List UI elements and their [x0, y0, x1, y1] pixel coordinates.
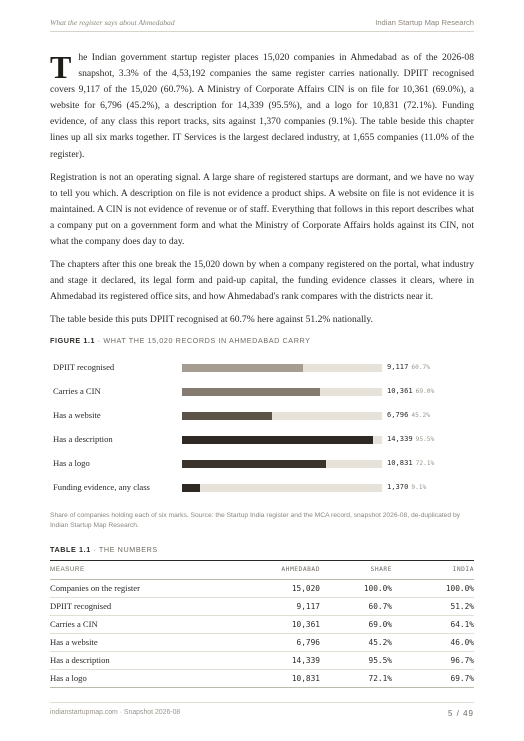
cell-measure: Has a logo: [50, 669, 240, 687]
footer-source: indianstartupmap.com · Snapshot 2026-08: [50, 709, 181, 716]
cell-share: 60.7%: [320, 597, 392, 615]
bar-count: 1,370: [387, 481, 409, 491]
bar: [182, 484, 200, 492]
bar: [182, 460, 326, 468]
bar-category-label: Has a description: [53, 433, 113, 444]
figure-caption: Share of companies holding each of six marks. Source: the Startup India register and the MCA record, snapshot 2026-08, de-duplicated by Indian Startup Map Research.: [50, 511, 461, 529]
bar-track: [182, 388, 382, 396]
bar-row: [50, 409, 474, 423]
page-footer: [50, 709, 474, 718]
cell-share: 72.1%: [320, 669, 392, 687]
bar-row: [50, 481, 474, 495]
running-header: [50, 15, 474, 29]
numbers-table: [50, 560, 474, 688]
bar-count: 6,796: [387, 409, 409, 419]
bar-value-label: [387, 458, 434, 467]
cell-india: 64.1%: [392, 615, 474, 633]
bar-track: [182, 412, 382, 420]
cell-india: 69.7%: [392, 669, 474, 687]
bar-value-label: [387, 434, 434, 443]
page-number: 5 / 49: [447, 709, 474, 718]
bar: [182, 364, 303, 372]
bar-row: [50, 457, 474, 471]
cell-ahmedabad: 14,339: [240, 651, 320, 669]
table-row: [50, 633, 474, 651]
cell-measure: Has a website: [50, 633, 240, 651]
cell-measure: Carries a CIN: [50, 615, 240, 633]
bar-count: 14,339: [387, 433, 413, 443]
cell-ahmedabad: 15,020: [240, 579, 320, 597]
table-row: [50, 615, 474, 633]
bar-value-label: [387, 386, 434, 395]
bar-category-label: Has a website: [53, 409, 101, 420]
bar-category-label: Funding evidence, any class: [53, 481, 150, 492]
bar-category-label: Has a logo: [53, 457, 90, 468]
bar-percent: 72.1%: [415, 459, 435, 467]
cell-india: 51.2%: [392, 597, 474, 615]
bar-count: 9,117: [387, 361, 409, 371]
section-title: What the register says about Ahmedabad: [50, 17, 175, 27]
cell-measure: Has a description: [50, 651, 240, 669]
table-row: [50, 669, 474, 687]
bar-count: 10,361: [387, 385, 413, 395]
bar-value-label: [387, 482, 426, 491]
drop-cap: T: [50, 49, 72, 85]
table-title: · THE NUMBERS: [93, 544, 158, 554]
bar-percent: 95.5%: [415, 435, 435, 443]
bar-percent: 45.2%: [411, 411, 430, 419]
cell-share: 45.2%: [320, 633, 392, 651]
bar-percent: 69.0%: [415, 387, 435, 395]
bar-track: [182, 436, 382, 444]
intro-text: he Indian government startup register places 15,020 companies in Ahmedabad as of the 2026-08 snapshot, 3.3% of the 4,53,192 companies the same register carries nationally. DPIIT recognised covers 9,117 of the 15,020 (60.7%). A Ministry of Corporate Affairs CIN is on file for 10,361 (69.0%), a website for 6,796 (45.2%), a description for 14,339 (95.5%), and a logo for 10,831 (72.1%). Funding evidence, of any class this report tracks, sits against 1,370 companies (9.1%). The table beside this chapter lines up all six marks together. IT Services is the largest declared industry, at 1,655 companies (11.0% of the register).: [50, 52, 474, 160]
bar-row: [50, 433, 474, 447]
bar-row: [50, 385, 474, 399]
table-label: [50, 545, 474, 554]
table-row: [50, 651, 474, 669]
figure-number: FIGURE 1.1: [50, 335, 96, 345]
table-header-row: [50, 560, 474, 579]
cell-share: 95.5%: [320, 651, 392, 669]
bar-track: [182, 484, 382, 492]
bar: [182, 436, 373, 444]
bar: [182, 388, 320, 396]
bar: [182, 412, 272, 420]
figure-title: · WHAT THE 15,020 RECORDS IN AHMEDABAD CARRY: [97, 335, 311, 345]
col-india: INDIA: [452, 566, 474, 573]
bar-category-label: DPIIT recognised: [53, 361, 115, 372]
paragraph-3: The chapters after this one break the 15,020 down by when a company registered on the portal, what industry and stage it declared, its legal form and paid-up capital, the funding evidence classes it clears, where in Ahmedabad its registered office sits, and how Ahmedabad's rank compares with the districts near it.: [50, 259, 474, 303]
bar-value-label: [387, 410, 430, 419]
paragraph-2: Registration is not an operating signal. A large share of registered startups are dormant, and we have no way to tell you which. A description on file is not evidence a product ships. A website on file is not evidence it is maintained. A CIN is not evidence of revenue or of staff. Everything that follows in this report describes what a company put on a government form and what the Ministry of Corporate Affairs holds against its CIN, not what the company does day to day.: [50, 171, 474, 248]
footer-divider: [50, 702, 474, 703]
cell-measure: Companies on the register: [50, 579, 240, 597]
cell-india: 100.0%: [392, 579, 474, 597]
cell-share: 100.0%: [320, 579, 392, 597]
paragraph-4: The table beside this puts DPIIT recognised at 60.7% here against 51.2% nationally.: [50, 314, 373, 326]
table-number: TABLE 1.1: [50, 544, 91, 554]
cell-india: 96.7%: [392, 651, 474, 669]
col-ahmedabad: AHMEDABAD: [281, 566, 320, 573]
bar-count: 10,831: [387, 457, 413, 467]
bar-track: [182, 364, 382, 372]
bar-percent: 9.1%: [411, 483, 427, 491]
cell-measure: DPIIT recognised: [50, 597, 240, 615]
col-measure: MEASURE: [50, 566, 85, 573]
bar-track: [182, 460, 382, 468]
publication-name: Indian Startup Map Research: [375, 17, 474, 27]
cell-india: 46.0%: [392, 633, 474, 651]
header-divider: [50, 31, 474, 32]
figure-label: [50, 336, 474, 345]
bar-category-label: Carries a CIN: [53, 385, 101, 396]
page-body: [50, 50, 474, 688]
table-row: [50, 579, 474, 597]
cell-ahmedabad: 10,831: [240, 669, 320, 687]
cell-share: 69.0%: [320, 615, 392, 633]
col-share: SHARE: [370, 566, 392, 573]
bar-chart: [50, 361, 474, 505]
bar-row: [50, 361, 474, 375]
cell-ahmedabad: 10,361: [240, 615, 320, 633]
bar-value-label: [387, 362, 430, 371]
table-row: [50, 597, 474, 615]
intro-paragraph: [50, 50, 474, 163]
cell-ahmedabad: 9,117: [240, 597, 320, 615]
bar-percent: 60.7%: [411, 363, 430, 371]
cell-ahmedabad: 6,796: [240, 633, 320, 651]
